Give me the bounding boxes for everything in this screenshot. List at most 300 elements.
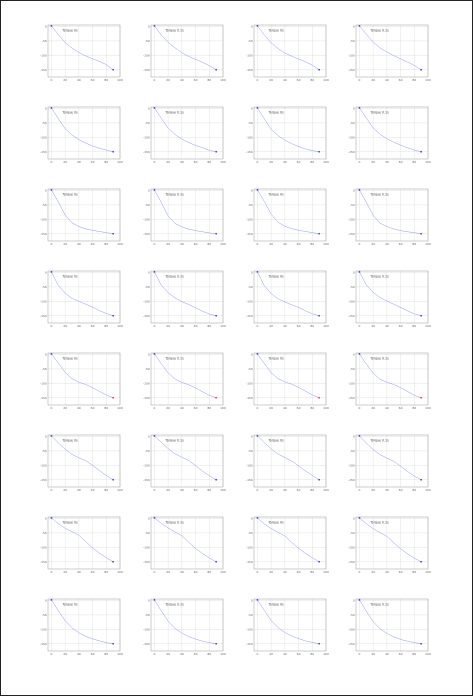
x-tick-label: 60 bbox=[193, 160, 198, 164]
x-tick-label: 0 bbox=[153, 488, 156, 492]
x-tick-label: 100 bbox=[323, 78, 329, 82]
chart-panel bbox=[344, 513, 434, 579]
start-point bbox=[359, 353, 361, 355]
y-tick-label: -50 bbox=[144, 120, 150, 125]
y-tick-label: -100 bbox=[142, 299, 150, 304]
y-tick-label: 0 bbox=[44, 106, 47, 111]
chart-panel bbox=[139, 185, 229, 251]
y-tick-label: -100 bbox=[142, 53, 150, 58]
y-tick-label: 0 bbox=[352, 188, 355, 193]
x-tick-label: 40 bbox=[76, 78, 81, 82]
plot-area bbox=[151, 107, 223, 159]
series-annotation: Torque 0s bbox=[268, 110, 284, 115]
x-tick-label: 40 bbox=[384, 570, 389, 574]
y-tick-label: -150 bbox=[245, 149, 253, 154]
series-annotation: Torque 0.1s bbox=[370, 110, 389, 115]
x-tick-label: 60 bbox=[193, 406, 198, 410]
y-tick-label: 0 bbox=[250, 516, 253, 521]
x-tick-label: 20 bbox=[166, 652, 171, 656]
y-tick-label: -150 bbox=[245, 67, 253, 72]
chart-panel bbox=[344, 103, 434, 169]
y-tick-label: -50 bbox=[247, 448, 253, 453]
y-tick-label: -100 bbox=[245, 545, 253, 550]
y-tick-label: -50 bbox=[41, 120, 47, 125]
start-point bbox=[359, 435, 361, 437]
x-tick-label: 40 bbox=[76, 652, 81, 656]
x-tick-label: 20 bbox=[269, 488, 274, 492]
chart-panel bbox=[344, 595, 434, 661]
y-tick-label: -150 bbox=[142, 231, 150, 236]
chart-grid bbox=[1, 1, 473, 697]
chart-panel bbox=[344, 185, 434, 251]
x-tick-label: 80 bbox=[207, 406, 212, 410]
x-tick-label: 0 bbox=[153, 652, 156, 656]
x-tick-label: 100 bbox=[220, 406, 226, 410]
end-point bbox=[112, 643, 114, 645]
end-point bbox=[112, 151, 114, 153]
x-tick-label: 40 bbox=[179, 242, 184, 246]
start-point bbox=[257, 599, 259, 601]
x-tick-label: 20 bbox=[371, 406, 376, 410]
plot-area bbox=[356, 271, 428, 323]
x-tick-label: 80 bbox=[207, 652, 212, 656]
series-annotation: Torque 0s bbox=[62, 520, 78, 525]
x-tick-label: 40 bbox=[282, 78, 287, 82]
x-tick-label: 40 bbox=[76, 570, 81, 574]
y-tick-label: -50 bbox=[41, 38, 47, 43]
x-tick-label: 20 bbox=[166, 406, 171, 410]
series-annotation: Torque 0.1s bbox=[370, 356, 389, 361]
end-point bbox=[318, 315, 320, 317]
y-tick-label: -150 bbox=[245, 395, 253, 400]
y-tick-label: 0 bbox=[147, 188, 150, 193]
x-tick-label: 20 bbox=[63, 242, 68, 246]
x-tick-label: 20 bbox=[63, 488, 68, 492]
y-tick-label: -50 bbox=[41, 530, 47, 535]
y-tick-label: 0 bbox=[352, 352, 355, 357]
start-point bbox=[51, 271, 53, 273]
x-tick-label: 40 bbox=[282, 570, 287, 574]
x-tick-label: 40 bbox=[76, 488, 81, 492]
x-tick-label: 60 bbox=[193, 78, 198, 82]
x-tick-label: 20 bbox=[166, 324, 171, 328]
x-tick-label: 60 bbox=[296, 570, 301, 574]
plot-area bbox=[254, 353, 326, 405]
end-point bbox=[215, 233, 217, 235]
y-tick-label: 0 bbox=[250, 270, 253, 275]
y-tick-label: 0 bbox=[352, 270, 355, 275]
series-annotation: Torque 0s bbox=[62, 110, 78, 115]
x-tick-label: 60 bbox=[90, 488, 95, 492]
chart-panel bbox=[36, 513, 126, 579]
x-tick-label: 80 bbox=[207, 570, 212, 574]
plot-area bbox=[254, 599, 326, 651]
x-tick-label: 20 bbox=[63, 406, 68, 410]
x-tick-label: 20 bbox=[166, 160, 171, 164]
x-tick-label: 40 bbox=[76, 160, 81, 164]
y-tick-label: -50 bbox=[247, 120, 253, 125]
x-tick-label: 80 bbox=[104, 406, 109, 410]
start-point bbox=[257, 189, 259, 191]
x-tick-label: 60 bbox=[90, 160, 95, 164]
y-tick-label: 0 bbox=[352, 24, 355, 29]
series-annotation: Torque 0.1s bbox=[370, 192, 389, 197]
x-tick-label: 40 bbox=[76, 242, 81, 246]
y-tick-label: -100 bbox=[347, 627, 355, 632]
x-tick-label: 60 bbox=[296, 78, 301, 82]
x-tick-label: 100 bbox=[323, 242, 329, 246]
x-tick-label: 0 bbox=[256, 570, 259, 574]
y-tick-label: 0 bbox=[352, 434, 355, 439]
x-tick-label: 0 bbox=[358, 406, 361, 410]
y-tick-label: 0 bbox=[147, 434, 150, 439]
x-tick-label: 100 bbox=[425, 488, 431, 492]
y-tick-label: -100 bbox=[142, 135, 150, 140]
x-tick-label: 100 bbox=[220, 652, 226, 656]
x-tick-label: 60 bbox=[193, 652, 198, 656]
y-tick-label: 0 bbox=[250, 24, 253, 29]
series-annotation: Torque 0s bbox=[268, 438, 284, 443]
x-tick-label: 60 bbox=[90, 78, 95, 82]
x-tick-label: 40 bbox=[179, 570, 184, 574]
x-tick-label: 20 bbox=[269, 570, 274, 574]
x-tick-label: 60 bbox=[398, 242, 403, 246]
start-point bbox=[154, 25, 156, 27]
y-tick-label: -50 bbox=[41, 448, 47, 453]
x-tick-label: 80 bbox=[104, 78, 109, 82]
chart-panel bbox=[242, 595, 332, 661]
end-point bbox=[420, 561, 422, 563]
y-tick-label: -50 bbox=[349, 612, 355, 617]
series-annotation: Torque 0.1s bbox=[165, 274, 184, 279]
x-tick-label: 60 bbox=[398, 406, 403, 410]
start-point bbox=[51, 435, 53, 437]
x-tick-label: 60 bbox=[398, 652, 403, 656]
chart-panel bbox=[36, 349, 126, 415]
x-tick-label: 40 bbox=[76, 324, 81, 328]
y-tick-label: -100 bbox=[245, 299, 253, 304]
x-tick-label: 80 bbox=[207, 242, 212, 246]
y-tick-label: -50 bbox=[349, 120, 355, 125]
y-tick-label: -50 bbox=[41, 366, 47, 371]
y-tick-label: -150 bbox=[142, 559, 150, 564]
start-point bbox=[257, 435, 259, 437]
y-tick-label: -100 bbox=[347, 135, 355, 140]
chart-panel bbox=[242, 103, 332, 169]
x-tick-label: 0 bbox=[358, 160, 361, 164]
x-tick-label: 20 bbox=[269, 652, 274, 656]
x-tick-label: 0 bbox=[358, 242, 361, 246]
plot-area bbox=[48, 353, 120, 405]
chart-panel bbox=[344, 349, 434, 415]
x-tick-label: 0 bbox=[153, 570, 156, 574]
x-tick-label: 40 bbox=[282, 406, 287, 410]
x-tick-label: 60 bbox=[90, 406, 95, 410]
y-tick-label: 0 bbox=[352, 106, 355, 111]
start-point bbox=[359, 599, 361, 601]
x-tick-label: 60 bbox=[398, 78, 403, 82]
series-annotation: Torque 0s bbox=[62, 438, 78, 443]
chart-panel bbox=[242, 431, 332, 497]
end-point bbox=[318, 479, 320, 481]
y-tick-label: -150 bbox=[39, 477, 47, 482]
x-tick-label: 80 bbox=[310, 652, 315, 656]
series-annotation: Torque 0s bbox=[268, 274, 284, 279]
y-tick-label: -100 bbox=[142, 381, 150, 386]
y-tick-label: -150 bbox=[347, 477, 355, 482]
x-tick-label: 80 bbox=[104, 652, 109, 656]
x-tick-label: 100 bbox=[425, 160, 431, 164]
chart-panel bbox=[139, 513, 229, 579]
chart-panel bbox=[36, 103, 126, 169]
x-tick-label: 100 bbox=[117, 242, 123, 246]
x-tick-label: 40 bbox=[384, 324, 389, 328]
x-tick-label: 40 bbox=[282, 652, 287, 656]
y-tick-label: -50 bbox=[349, 38, 355, 43]
y-tick-label: -100 bbox=[39, 217, 47, 222]
x-tick-label: 60 bbox=[296, 324, 301, 328]
series-annotation: Torque 0s bbox=[62, 602, 78, 607]
x-tick-label: 0 bbox=[50, 324, 53, 328]
chart-panel bbox=[242, 349, 332, 415]
end-point bbox=[420, 397, 422, 399]
y-tick-label: -50 bbox=[349, 202, 355, 207]
x-tick-label: 100 bbox=[117, 160, 123, 164]
start-point bbox=[154, 517, 156, 519]
start-point bbox=[359, 25, 361, 27]
end-point bbox=[112, 315, 114, 317]
chart-panel bbox=[344, 267, 434, 333]
x-tick-label: 40 bbox=[179, 406, 184, 410]
x-tick-label: 40 bbox=[384, 160, 389, 164]
x-tick-label: 60 bbox=[296, 488, 301, 492]
x-tick-label: 80 bbox=[207, 488, 212, 492]
chart-panel bbox=[139, 349, 229, 415]
start-point bbox=[359, 517, 361, 519]
end-point bbox=[112, 561, 114, 563]
x-tick-label: 60 bbox=[296, 406, 301, 410]
end-point bbox=[420, 643, 422, 645]
y-tick-label: -150 bbox=[347, 641, 355, 646]
series-annotation: Torque 0.1s bbox=[165, 192, 184, 197]
y-tick-label: -50 bbox=[349, 366, 355, 371]
x-tick-label: 80 bbox=[207, 324, 212, 328]
x-tick-label: 80 bbox=[207, 160, 212, 164]
x-tick-label: 60 bbox=[90, 570, 95, 574]
y-tick-label: 0 bbox=[147, 270, 150, 275]
chart-panel bbox=[242, 185, 332, 251]
chart-panel bbox=[344, 21, 434, 87]
x-tick-label: 100 bbox=[220, 488, 226, 492]
plot-area bbox=[48, 517, 120, 569]
start-point bbox=[359, 189, 361, 191]
y-tick-label: -50 bbox=[247, 38, 253, 43]
y-tick-label: -150 bbox=[245, 559, 253, 564]
y-tick-label: -150 bbox=[347, 231, 355, 236]
chart-panel bbox=[344, 431, 434, 497]
chart-panel bbox=[242, 513, 332, 579]
x-tick-label: 60 bbox=[296, 160, 301, 164]
start-point bbox=[154, 353, 156, 355]
x-tick-label: 0 bbox=[153, 78, 156, 82]
x-tick-label: 40 bbox=[282, 242, 287, 246]
x-tick-label: 40 bbox=[384, 652, 389, 656]
series-annotation: Torque 0.1s bbox=[165, 438, 184, 443]
plot-area bbox=[48, 271, 120, 323]
y-tick-label: -150 bbox=[39, 559, 47, 564]
y-tick-label: -150 bbox=[39, 231, 47, 236]
y-tick-label: -150 bbox=[142, 67, 150, 72]
y-tick-label: -100 bbox=[142, 545, 150, 550]
y-tick-label: -100 bbox=[347, 463, 355, 468]
plot-area bbox=[151, 517, 223, 569]
x-tick-label: 60 bbox=[90, 242, 95, 246]
x-tick-label: 0 bbox=[153, 406, 156, 410]
plot-area bbox=[356, 353, 428, 405]
x-tick-label: 0 bbox=[256, 160, 259, 164]
y-tick-label: -100 bbox=[39, 135, 47, 140]
y-tick-label: -50 bbox=[247, 366, 253, 371]
x-tick-label: 20 bbox=[166, 488, 171, 492]
end-point bbox=[420, 479, 422, 481]
y-tick-label: -150 bbox=[39, 641, 47, 646]
x-tick-label: 80 bbox=[412, 570, 417, 574]
x-tick-label: 0 bbox=[153, 324, 156, 328]
plot-area bbox=[254, 271, 326, 323]
plot-area bbox=[356, 25, 428, 77]
x-tick-label: 100 bbox=[117, 652, 123, 656]
y-tick-label: -150 bbox=[245, 313, 253, 318]
x-tick-label: 20 bbox=[269, 324, 274, 328]
start-point bbox=[154, 435, 156, 437]
start-point bbox=[51, 599, 53, 601]
x-tick-label: 40 bbox=[282, 160, 287, 164]
y-tick-label: -150 bbox=[245, 231, 253, 236]
chart-panel bbox=[36, 595, 126, 661]
plot-area bbox=[151, 353, 223, 405]
plot-area bbox=[48, 435, 120, 487]
x-tick-label: 20 bbox=[166, 570, 171, 574]
series-annotation: Torque 0s bbox=[268, 356, 284, 361]
end-point bbox=[112, 233, 114, 235]
y-tick-label: -150 bbox=[142, 313, 150, 318]
x-tick-label: 20 bbox=[166, 242, 171, 246]
y-tick-label: -50 bbox=[247, 284, 253, 289]
start-point bbox=[154, 599, 156, 601]
series-annotation: Torque 0s bbox=[268, 192, 284, 197]
y-tick-label: -100 bbox=[142, 463, 150, 468]
start-point bbox=[51, 517, 53, 519]
start-point bbox=[359, 271, 361, 273]
x-tick-label: 0 bbox=[358, 488, 361, 492]
x-tick-label: 100 bbox=[323, 652, 329, 656]
x-tick-label: 80 bbox=[412, 488, 417, 492]
start-point bbox=[359, 107, 361, 109]
x-tick-label: 80 bbox=[310, 160, 315, 164]
x-tick-label: 20 bbox=[63, 78, 68, 82]
series-annotation: Torque 0s bbox=[268, 28, 284, 33]
x-tick-label: 20 bbox=[371, 324, 376, 328]
y-tick-label: -150 bbox=[39, 395, 47, 400]
x-tick-label: 0 bbox=[256, 488, 259, 492]
x-tick-label: 80 bbox=[412, 324, 417, 328]
y-tick-label: 0 bbox=[250, 598, 253, 603]
end-point bbox=[420, 69, 422, 71]
x-tick-label: 60 bbox=[398, 570, 403, 574]
series-annotation: Torque 0s bbox=[62, 274, 78, 279]
chart-panel bbox=[139, 595, 229, 661]
y-tick-label: -50 bbox=[41, 202, 47, 207]
y-tick-label: -100 bbox=[142, 217, 150, 222]
y-tick-label: 0 bbox=[147, 516, 150, 521]
start-point bbox=[51, 107, 53, 109]
chart-panel bbox=[139, 103, 229, 169]
plot-area bbox=[151, 271, 223, 323]
x-tick-label: 0 bbox=[50, 160, 53, 164]
x-tick-label: 80 bbox=[412, 78, 417, 82]
x-tick-label: 100 bbox=[323, 488, 329, 492]
y-tick-label: 0 bbox=[44, 188, 47, 193]
x-tick-label: 40 bbox=[384, 242, 389, 246]
series-annotation: Torque 0s bbox=[268, 602, 284, 607]
series-annotation: Torque 0.1s bbox=[165, 602, 184, 607]
y-tick-label: 0 bbox=[44, 516, 47, 521]
x-tick-label: 40 bbox=[384, 78, 389, 82]
x-tick-label: 80 bbox=[412, 242, 417, 246]
x-tick-label: 40 bbox=[384, 406, 389, 410]
x-tick-label: 40 bbox=[384, 488, 389, 492]
x-tick-label: 80 bbox=[310, 324, 315, 328]
x-tick-label: 0 bbox=[358, 324, 361, 328]
x-tick-label: 80 bbox=[104, 324, 109, 328]
x-tick-label: 100 bbox=[323, 324, 329, 328]
x-tick-label: 100 bbox=[323, 570, 329, 574]
x-tick-label: 20 bbox=[371, 652, 376, 656]
y-tick-label: -150 bbox=[347, 313, 355, 318]
x-tick-label: 100 bbox=[425, 324, 431, 328]
y-tick-label: -50 bbox=[247, 202, 253, 207]
x-tick-label: 20 bbox=[371, 488, 376, 492]
series-annotation: Torque 0.1s bbox=[165, 356, 184, 361]
series-annotation: Torque 0.1s bbox=[165, 110, 184, 115]
x-tick-label: 40 bbox=[179, 160, 184, 164]
x-tick-label: 0 bbox=[50, 242, 53, 246]
x-tick-label: 40 bbox=[179, 78, 184, 82]
x-tick-label: 20 bbox=[63, 652, 68, 656]
x-tick-label: 0 bbox=[256, 324, 259, 328]
y-tick-label: -50 bbox=[247, 612, 253, 617]
end-point bbox=[420, 233, 422, 235]
x-tick-label: 100 bbox=[117, 570, 123, 574]
start-point bbox=[257, 107, 259, 109]
y-tick-label: -100 bbox=[347, 381, 355, 386]
x-tick-label: 80 bbox=[104, 488, 109, 492]
plot-area bbox=[356, 517, 428, 569]
x-tick-label: 100 bbox=[220, 78, 226, 82]
x-tick-label: 80 bbox=[412, 160, 417, 164]
chart-panel bbox=[242, 21, 332, 87]
y-tick-label: -100 bbox=[245, 135, 253, 140]
start-point bbox=[51, 189, 53, 191]
y-tick-label: -50 bbox=[144, 284, 150, 289]
x-tick-label: 80 bbox=[412, 652, 417, 656]
x-tick-label: 40 bbox=[179, 324, 184, 328]
y-tick-label: -100 bbox=[39, 627, 47, 632]
x-tick-label: 60 bbox=[193, 570, 198, 574]
y-tick-label: 0 bbox=[147, 352, 150, 357]
x-tick-label: 100 bbox=[117, 488, 123, 492]
x-tick-label: 100 bbox=[220, 160, 226, 164]
